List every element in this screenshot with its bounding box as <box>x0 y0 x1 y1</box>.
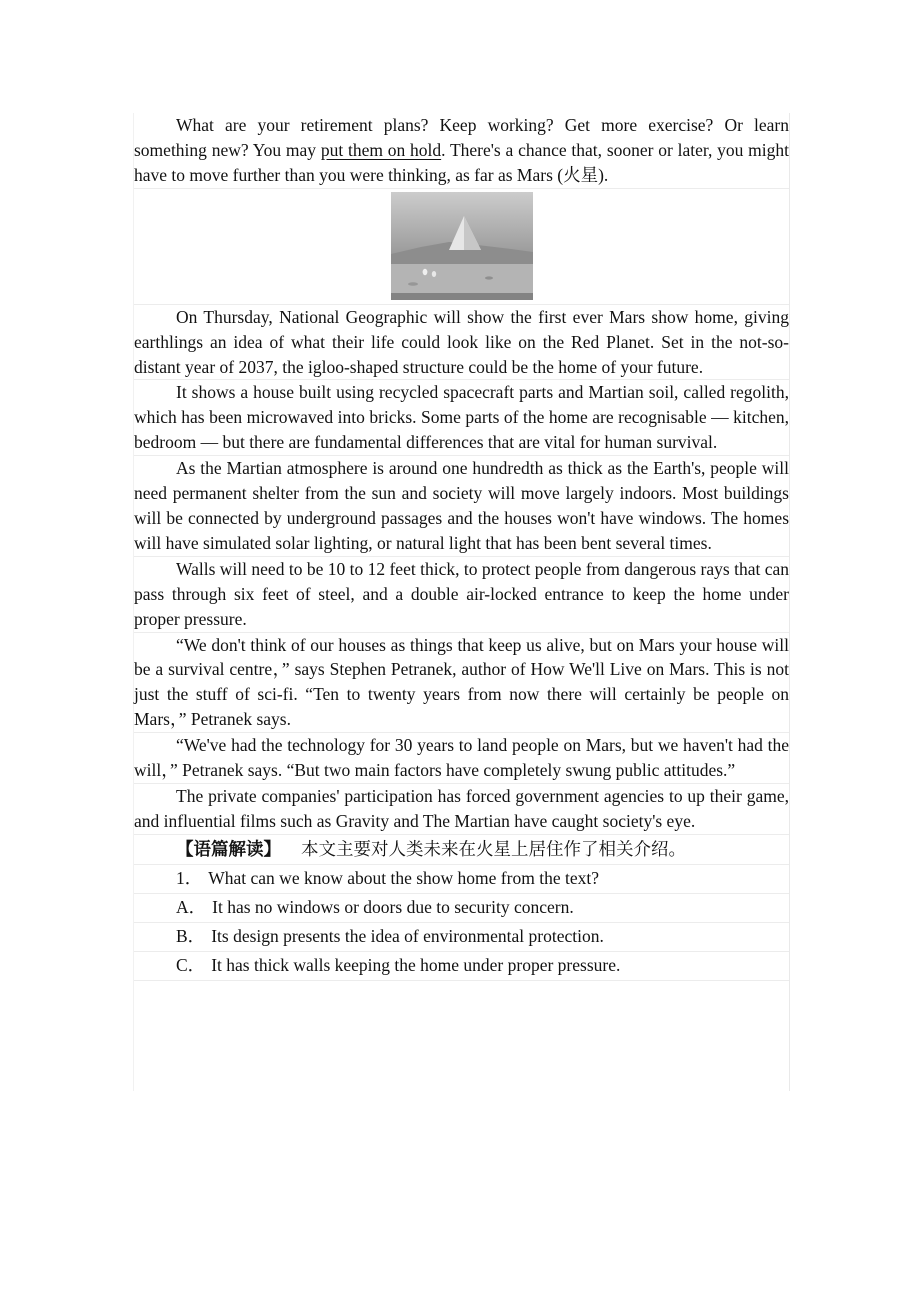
underlined-phrase: put them on hold <box>320 139 442 160</box>
mars-show-home-image <box>391 192 533 300</box>
question-number: 1． <box>176 868 203 889</box>
paragraph-row <box>134 733 789 784</box>
paragraph-text: Walls will need to be 10 to 12 feet thick, to protect people from dangerous rays that can pass through six feet of steel, and a double air-locked entrance to keep the home under proper pressure. <box>134 558 789 629</box>
paragraph-row <box>134 633 789 734</box>
passage-analysis <box>134 835 789 864</box>
option-row-b <box>134 923 789 952</box>
analysis-text: 本文主要对人类未来在火星上居住作了相关介绍。 <box>301 838 686 859</box>
paragraph-row <box>134 456 789 557</box>
option-a-label: A． <box>176 897 207 918</box>
intro-after: . There's a chance that, sooner or later, you might have to move further than you were thinking, as far as Mars (火星). <box>134 139 790 185</box>
reading-passage <box>133 113 790 1091</box>
paragraph-text <box>134 113 789 188</box>
paragraph-intro <box>134 113 789 189</box>
option-row-a <box>134 894 789 923</box>
paragraph-text: “We don't think of our houses as things that keep us alive, but on Mars your house will be a survival centre，” says Stephen Petranek, author of How We'll Live on Mars. This is not just the stuff of sci-fi. “Ten to twenty years from now there will certainly be people on Mars，” Petranek says. <box>134 634 789 730</box>
paragraph-text: The private companies' participation has forced government agencies to up their game, and influential films such as Gravity and The Martian have caught society's eye. <box>134 785 789 831</box>
option-b-text: Its design presents the idea of environmental protection. <box>211 926 604 947</box>
paragraph-text: On Thursday, National Geographic will show the first ever Mars show home, giving earthlings an idea of what their life could look like on the Red Planet. Set in the not-so-distant year of 2037, the igloo-shaped structure could be the home of your future. <box>134 306 789 377</box>
paragraph-text: “We've had the technology for 30 years to land people on Mars, but we haven't had the will，” Petranek says. “But two main factors have completely swung public attitudes.” <box>134 735 789 781</box>
option-a <box>134 894 789 922</box>
option-c-label: C． <box>176 955 206 976</box>
question-stem-text: What can we know about the show home from the text? <box>208 868 599 889</box>
option-c-text: It has thick walls keeping the home under proper pressure. <box>211 955 621 976</box>
analysis-label: 【语篇解读】 <box>176 838 281 859</box>
option-b <box>134 923 789 951</box>
passage-analysis-row <box>134 835 789 865</box>
paragraph-row <box>134 784 789 835</box>
bottom-spacer <box>134 981 789 1091</box>
paragraph-row <box>134 305 789 381</box>
question-stem-row <box>134 865 789 894</box>
paragraph-row <box>134 557 789 633</box>
question-stem <box>134 865 789 893</box>
paragraph-text: It shows a house built using recycled spacecraft parts and Martian soil, called regolith, which has been microwaved into bricks. Some parts of the home are recognisable — kitchen, bedroom — but there are fundamental differences that are vital for human survival. <box>134 382 789 453</box>
paragraph-text: As the Martian atmosphere is around one hundredth as thick as the Earth's, people will need permanent shelter from the sun and society will move largely indoors. Most buildings will be connected by underground passages and the houses won't have windows. The homes will have simulated solar lighting, or natural light that has been bent several times. <box>134 458 789 553</box>
figure-row <box>134 189 789 305</box>
intro-before: What are your retirement plans? Keep working? Get more exercise? Or learn something new? You may <box>134 115 789 160</box>
option-row-c <box>134 952 789 981</box>
option-b-label: B． <box>176 926 206 947</box>
paragraph-row <box>134 380 789 456</box>
option-a-text: It has no windows or doors due to security concern. <box>212 897 574 918</box>
option-c <box>134 952 789 980</box>
